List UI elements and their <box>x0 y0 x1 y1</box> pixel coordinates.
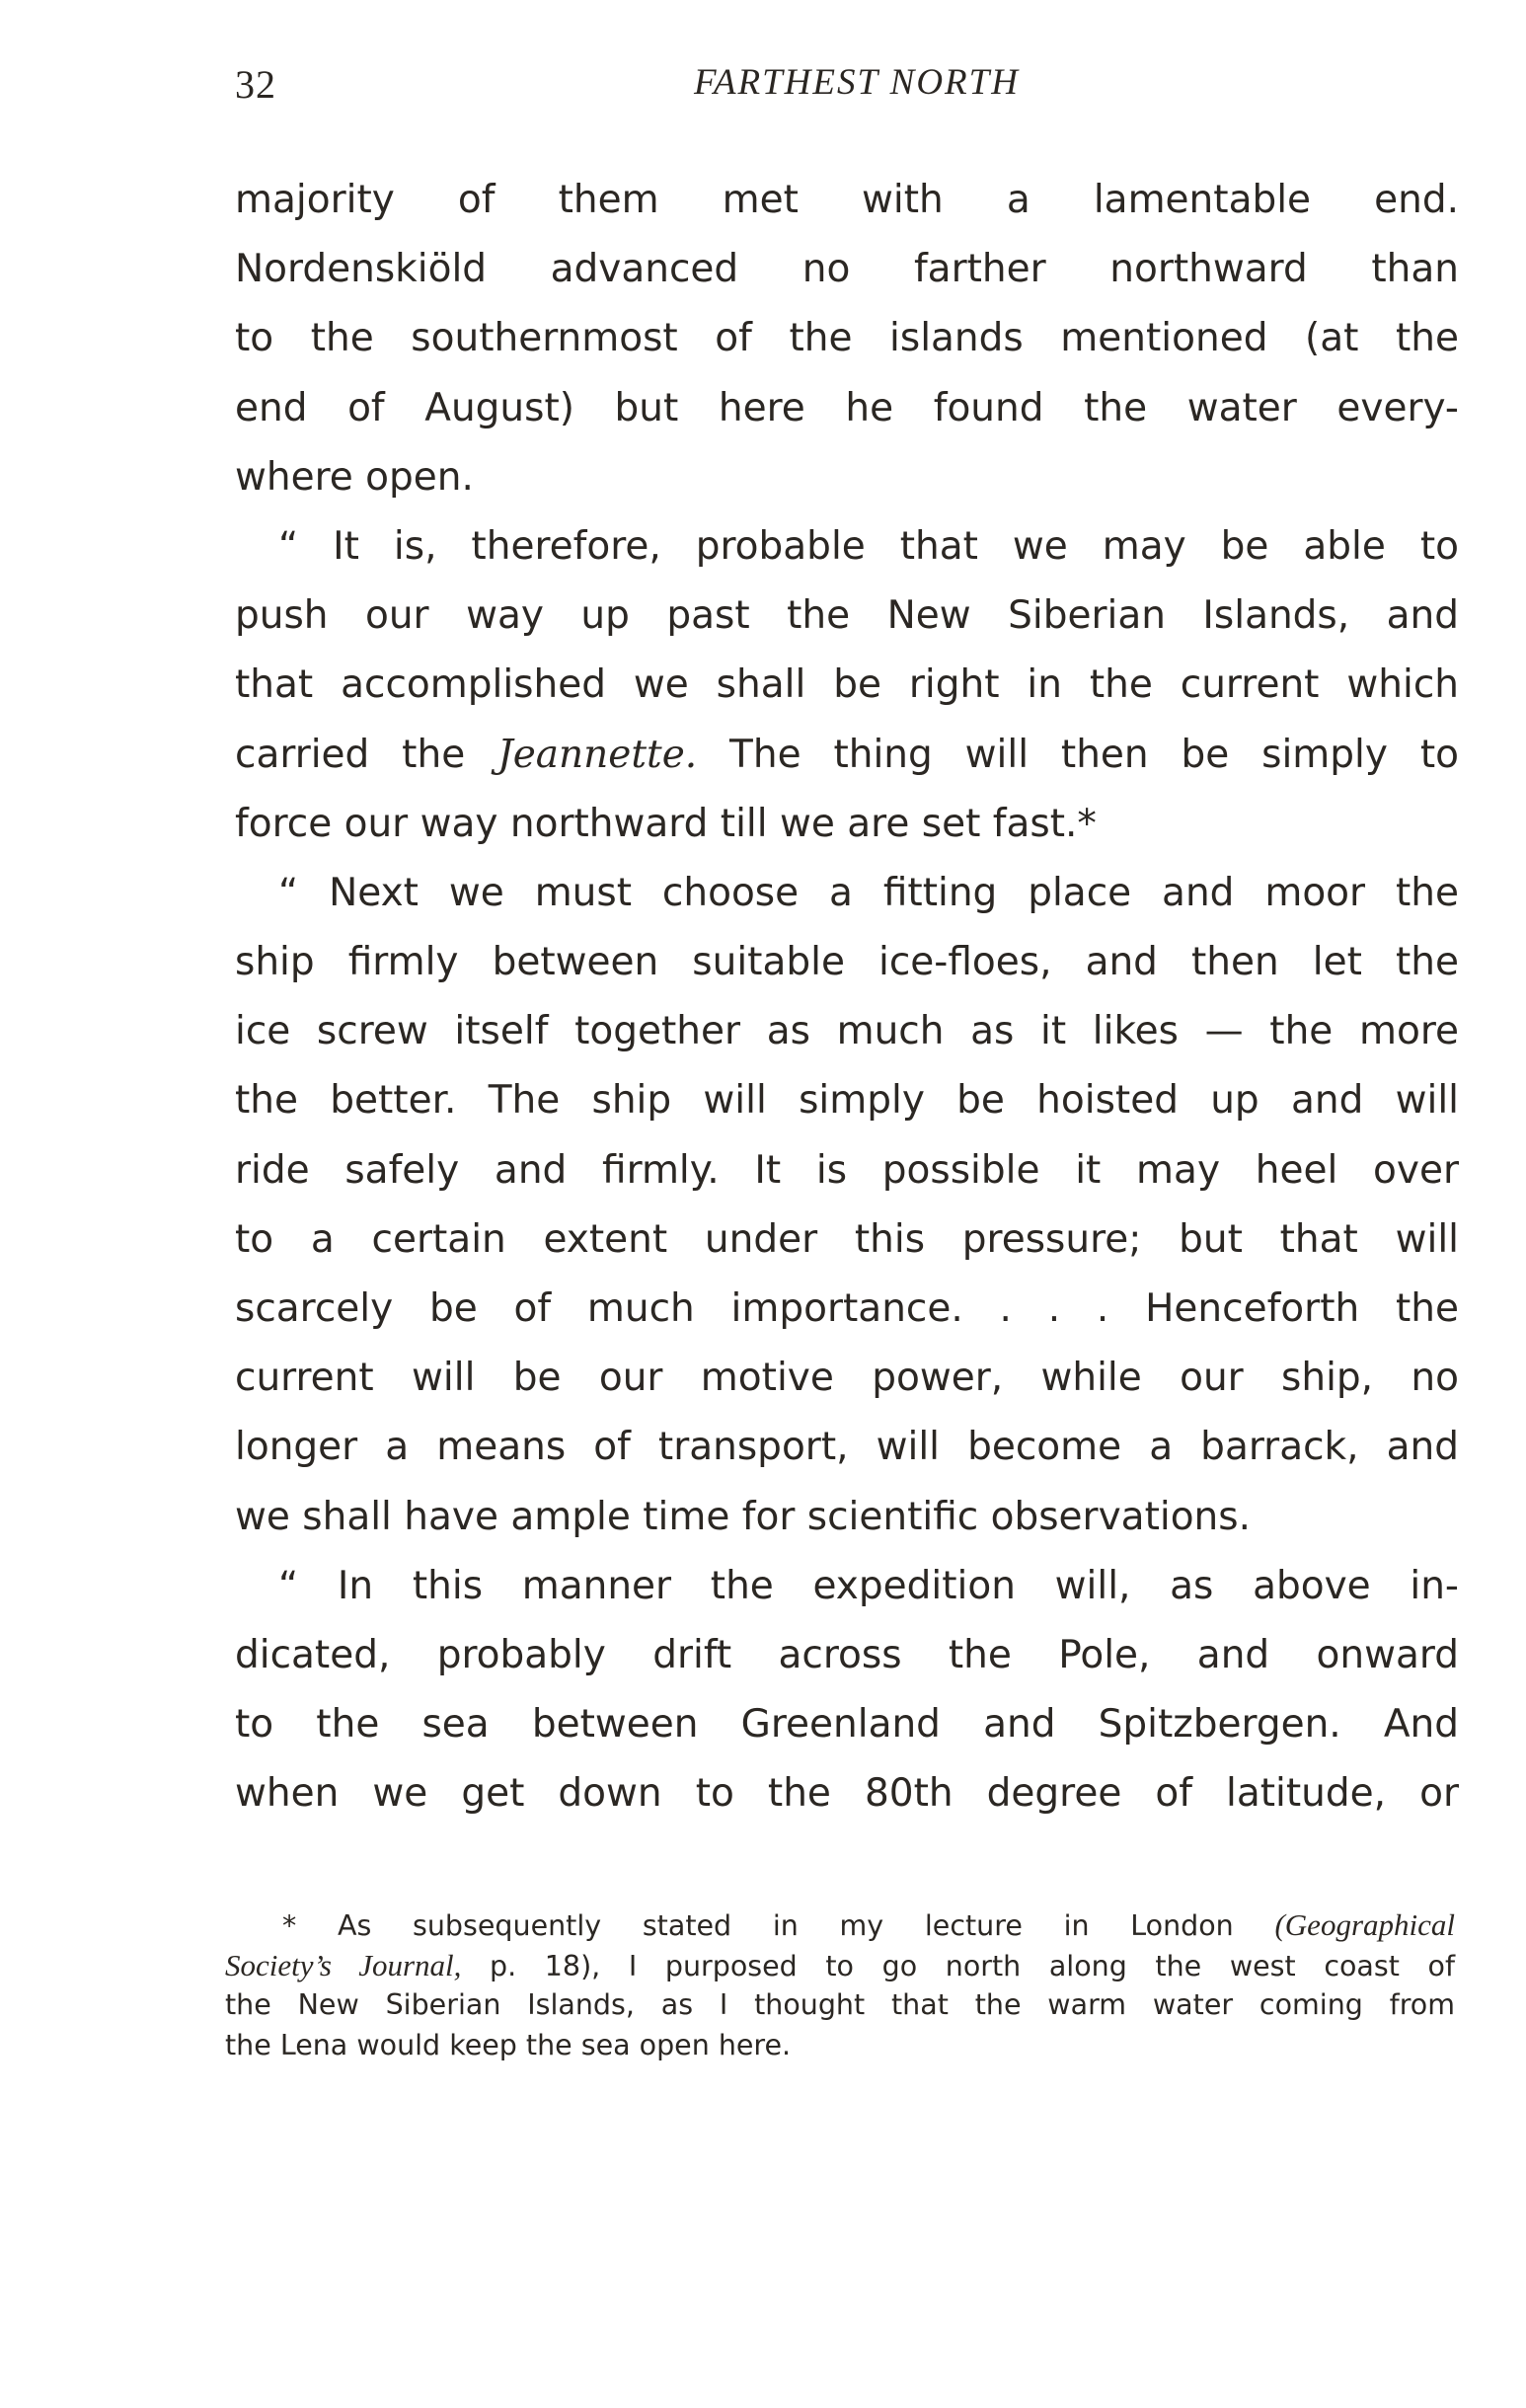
text-line: to a certain extent under this pressure; but that will <box>235 1216 1459 1262</box>
footnote-text: * As subsequently stated in my lecture in London <box>282 1909 1234 1942</box>
text-line: ice screw itself together as much as it likes — the more <box>235 1009 1459 1054</box>
text-segment: carried the <box>235 732 466 777</box>
body-text <box>235 166 1459 1829</box>
footnote-line: the Lena would keep the sea open here. <box>225 2028 792 2061</box>
footnote-line <box>225 1946 1455 1986</box>
footnote-line: the New Siberian Islands, as I thought that the warm water coming from <box>225 1988 1455 2021</box>
page-number: 32 <box>235 62 276 107</box>
text-line: dicated, probably drift across the Pole, and onward <box>235 1632 1459 1677</box>
text-line: Nordenskiöld advanced no farther northward than <box>235 247 1459 292</box>
text-line: “ It is, therefore, probable that we may be able to <box>278 523 1459 569</box>
text-line: force our way northward till we are set fast.* <box>235 801 1097 846</box>
text-line: “ Next we must choose a fitting place and moor the <box>278 870 1459 915</box>
page-header <box>235 61 1459 120</box>
text-line: longer a means of transport, will become a barrack, and <box>235 1425 1459 1470</box>
running-title: FARTHEST NORTH <box>694 62 1020 103</box>
footnote-italic: Society’s Journal, <box>225 1947 462 1982</box>
text-line: to the southernmost of the islands mentioned (at the <box>235 316 1459 361</box>
text-line: majority of them met with a lamentable end. <box>235 178 1459 222</box>
footnote <box>225 1905 1455 2065</box>
footnote-text: p. 18), I purposed to go north along the west coast of <box>490 1949 1455 1982</box>
text-line: where open. <box>235 454 474 500</box>
text-line: when we get down to the 80th degree of latitude, or <box>235 1771 1459 1817</box>
text-line: “ In this manner the expedition will, as above in- <box>278 1563 1459 1608</box>
text-segment: The thing will then be simply to <box>729 732 1459 777</box>
text-line: we shall have ample time for scientific observations. <box>235 1494 1251 1539</box>
text-line: push our way up past the New Siberian Islands, and <box>235 593 1459 639</box>
ship-name-italic: Jeannette. <box>497 732 698 777</box>
text-line: current will be our motive power, while our ship, no <box>235 1356 1459 1401</box>
text-line: ride safely and firmly. It is possible it may heel over <box>235 1147 1459 1193</box>
text-line: end of August) but here he found the water every- <box>235 385 1459 430</box>
text-line: ship firmly between suitable ice-floes, and then let the <box>235 940 1459 985</box>
text-line: that accomplished we shall be right in the current which <box>235 662 1459 708</box>
footnote-line <box>225 1905 1455 1946</box>
text-line: the better. The ship will simply be hoisted up and will <box>235 1078 1459 1124</box>
text-line: scarcely be of much importance. . . . Henceforth the <box>235 1286 1459 1331</box>
text-line: to the sea between Greenland and Spitzbergen. And <box>235 1702 1459 1748</box>
footnote-italic: (Geographical <box>1274 1907 1455 1942</box>
text-line-with-italic <box>235 721 1459 790</box>
